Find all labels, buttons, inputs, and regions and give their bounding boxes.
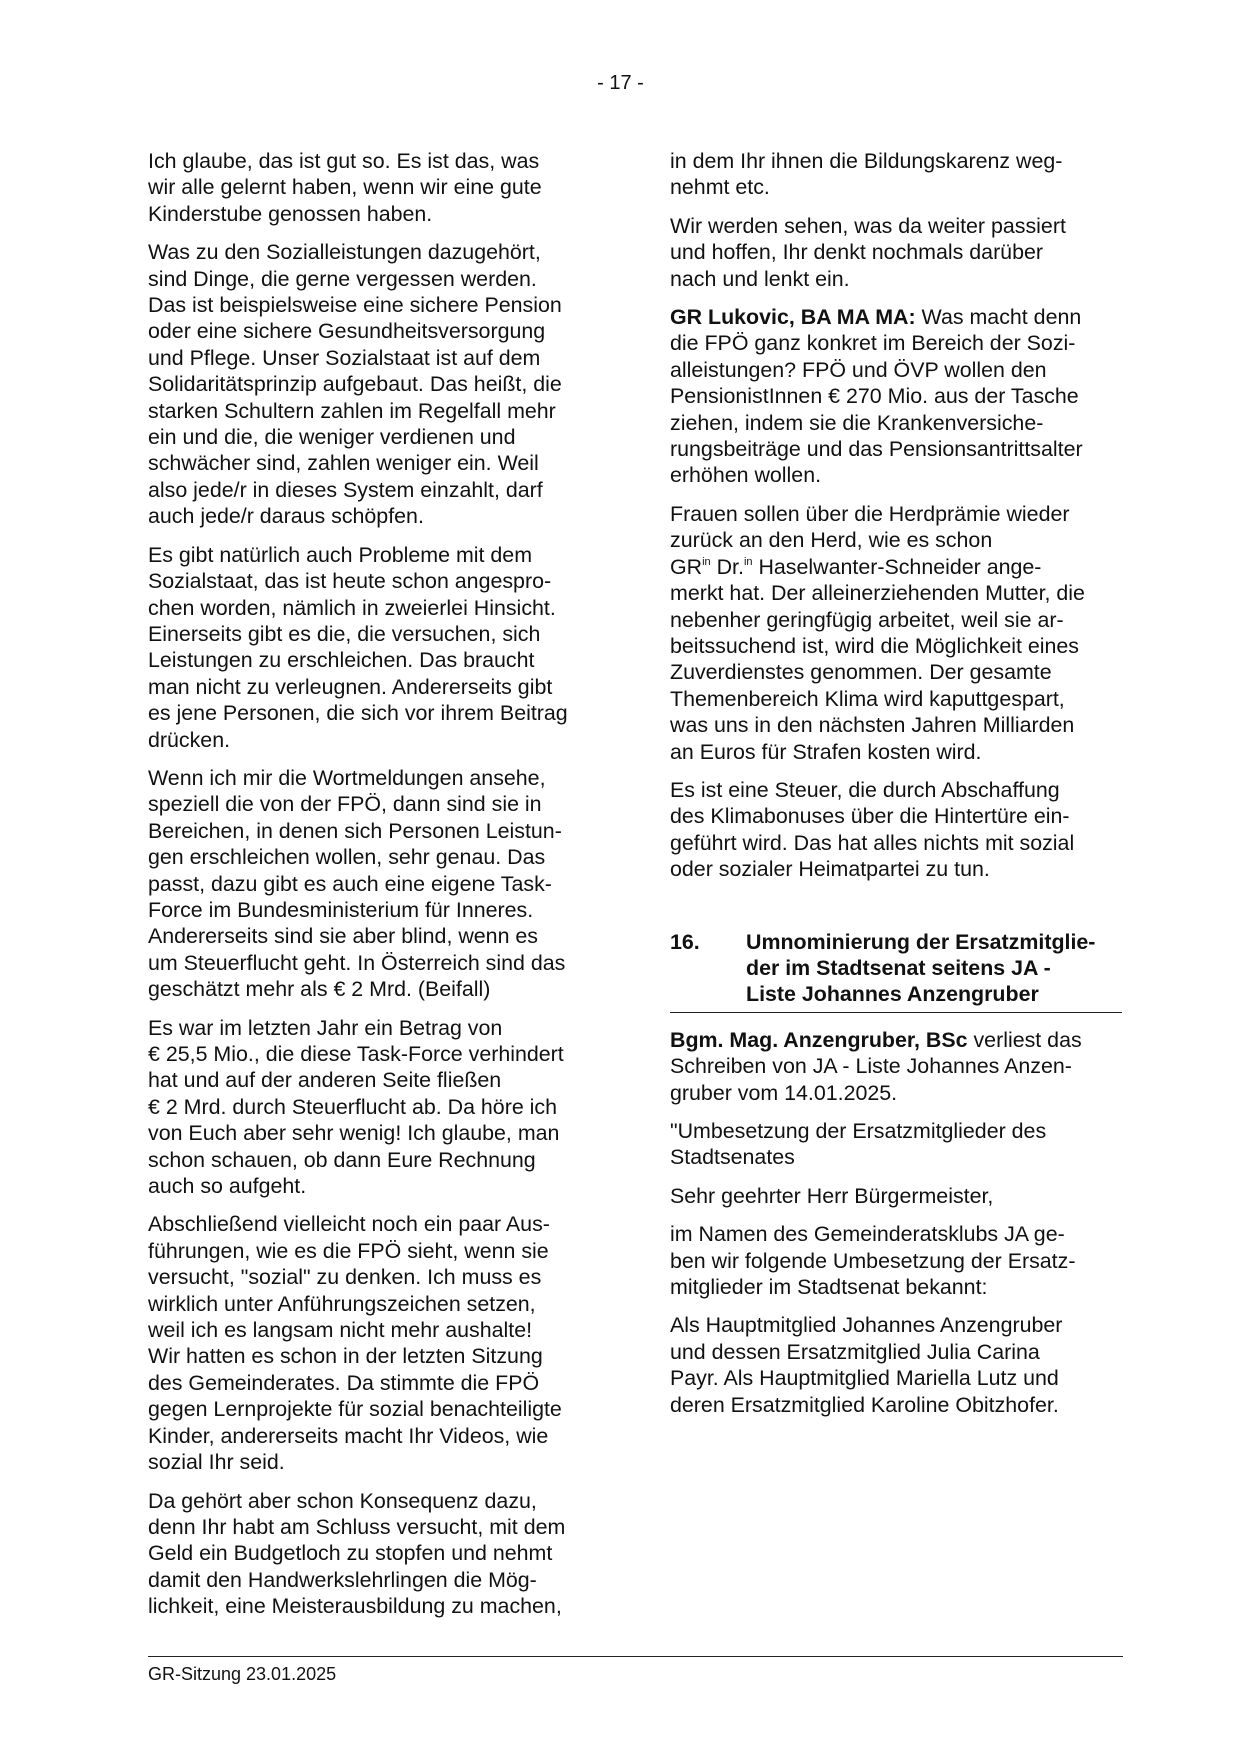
paragraph — [670, 1312, 1122, 1418]
text-line: also jede/r in dieses System einzahlt, darf — [148, 477, 543, 502]
text-line: Wir hatten es schon in der letzten Sitzung — [148, 1344, 543, 1369]
text-line: an Euros für Strafen kosten wird. — [670, 739, 982, 764]
section-heading — [670, 929, 1122, 1013]
quote-paragraph — [670, 1118, 1122, 1171]
text-line: des Gemeinderates. Da stimmte die FPÖ — [148, 1370, 540, 1395]
text-line: Sozialstaat, das ist heute schon angespro- — [148, 569, 552, 594]
text-line: von Euch aber sehr wenig! Ich glaube, man — [148, 1121, 560, 1146]
page-number: - 17 - — [597, 72, 644, 94]
section-title — [746, 929, 1122, 1008]
text-line: Wir werden sehen, was da weiter passiert — [670, 213, 1066, 238]
paragraph — [670, 1221, 1122, 1300]
text-line: Das ist beispielsweise eine sichere Pension — [148, 293, 562, 318]
text-line: chen worden, nämlich in zweierlei Hinsicht. — [148, 595, 556, 620]
speech-paragraph: GR Lukovic, BA MA MA: Was macht denn die FPÖ ganz konkret im Bereich der Sozi- alleistungen? FPÖ und ÖVP wollen den PensionistInnen € 270 Mio. aus der Tasche ziehen, indem sie die Krankenversiche- rungsbeiträge und das Pensionsantrittsalter erhöhen wollen. — [670, 304, 1122, 489]
text-line: Force im Bundesministerium für Inneres. — [148, 897, 534, 922]
text-line: PensionistInnen € 270 Mio. aus der Tasche — [670, 384, 1079, 409]
text-line: Kinderstube genossen haben. — [148, 201, 433, 226]
text-line: versucht, "sozial" zu denken. Ich muss es — [148, 1265, 542, 1290]
text-line: Was zu den Sozialleistungen dazugehört, — [148, 240, 541, 265]
text-line: rungsbeiträge und das Pensionsantrittsalter — [670, 437, 1083, 462]
text-line: oder eine sichere Gesundheitsversorgung — [148, 319, 546, 344]
text-line: Zuverdienstes genommen. Der gesamte — [670, 660, 1052, 685]
text-line: um Steuerflucht geht. In Österreich sind das — [148, 950, 566, 975]
text-line: nach und lenkt ein. — [670, 266, 850, 291]
paragraph — [148, 1211, 606, 1475]
text-line: Leistungen zu erschleichen. Das braucht — [148, 648, 535, 673]
text-line: damit den Handwerkslehrlingen die Mög- — [148, 1567, 537, 1592]
right-column — [670, 148, 1122, 1430]
speaker-name: Bgm. Mag. Anzengruber, BSc — [670, 1027, 968, 1052]
text-line: Wenn ich mir die Wortmeldungen ansehe, — [148, 765, 546, 790]
text-line: im Namen des Gemeinderatsklubs JA ge- — [670, 1222, 1065, 1247]
text-line: ein und die, die weniger verdienen und — [148, 425, 516, 450]
text-line: Bereichen, in denen sich Personen Leistun- — [148, 818, 562, 843]
paragraph — [148, 765, 606, 1003]
text-line: schwächer sind, zahlen weniger ein. Weil — [148, 451, 539, 476]
text-line: Es war im letzten Jahr ein Betrag von — [148, 1015, 503, 1040]
text-line: denn Ihr habt am Schluss versucht, mit dem — [148, 1514, 566, 1539]
text-line: € 25,5 Mio., die diese Task-Force verhindert — [148, 1042, 564, 1066]
text-line: hat und auf der anderen Seite fließen — [148, 1068, 502, 1093]
paragraph: Frauen sollen über die Herdprämie wieder zurück an den Herd, wie es schon $GR^{in}$ Dr.$^{in}$ Haselwanter-Schneider ange- merkt hat. Der alleinerziehenden Mutter, die nebenher geringfügig arbeitet, weil sie ar- beitssuchend ist, wird die Möglichkeit eines Zuverdienstes genommen. Der gesamte Themenbereich Klima wird kaputtgespart, was uns in den nächsten Jahren Milliarden an Euros für Strafen kosten wird. — [670, 501, 1122, 765]
text-line: Andererseits sind sie aber blind, wenn es — [148, 924, 539, 949]
text-line: alleistungen? FPÖ und ÖVP wollen den — [670, 357, 1047, 382]
text-line: Schreiben von JA - Liste Johannes Anzen- — [670, 1054, 1072, 1079]
text-line: Abschließend vielleicht noch ein paar Aus- — [148, 1212, 550, 1237]
left-column — [148, 148, 606, 1632]
text-line: gruber vom 14.01.2025. — [670, 1080, 898, 1105]
text-line: Geld ein Budgetloch zu stopfen und nehmt — [148, 1541, 553, 1566]
speaker-name: GR Lukovic, BA MA MA: — [670, 305, 916, 330]
text-line: und Pflege. Unser Sozialstaat ist auf dem — [148, 345, 541, 370]
text-line: gen erschleichen wollen, sehr genau. Das — [148, 845, 546, 870]
text-line: Stadtsenates — [670, 1145, 795, 1170]
text-line: drücken. — [148, 727, 231, 752]
text-line: ben wir folgende Umbesetzung der Ersatz- — [670, 1248, 1076, 1273]
text-line: Sehr geehrter Herr Bürgermeister, — [670, 1183, 994, 1208]
text-line: Einerseits gibt es die, die versuchen, sich — [148, 621, 541, 646]
paragraph — [670, 148, 1122, 201]
text-line: deren Ersatzmitglied Karoline Obitzhofer. — [670, 1392, 1059, 1417]
text-line: Themenbereich Klima wird kaputtgespart, — [670, 686, 1065, 711]
footer-text: GR-Sitzung 23.01.2025 — [148, 1664, 337, 1684]
text-line: lichkeit, eine Meisterausbildung zu machen, — [148, 1594, 562, 1619]
text-line: was uns in den nächsten Jahren Milliarden — [670, 713, 1075, 738]
text-line: der im Stadtsenat seitens JA - — [746, 955, 1051, 980]
text-line: Es ist eine Steuer, die durch Abschaffung — [670, 777, 1060, 802]
footer-divider — [148, 1656, 1123, 1657]
text-line: auch so aufgeht. — [148, 1174, 307, 1199]
paragraph — [148, 239, 606, 529]
text-line: Ich glaube, das ist gut so. Es ist das, was — [148, 149, 540, 173]
speech-paragraph: Bgm. Mag. Anzengruber, BSc verliest das Schreiben von JA - Liste Johannes Anzen- gruber vom 14.01.2025. — [670, 1027, 1122, 1106]
text-line: sozial Ihr seid. — [148, 1450, 285, 1475]
text-line: "Umbesetzung der Ersatzmitglieder des — [670, 1119, 1047, 1143]
paragraph — [670, 777, 1122, 883]
text-line: die FPÖ ganz konkret im Bereich der Sozi- — [670, 331, 1076, 356]
text-line: sind Dinge, die gerne vergessen werden. — [148, 266, 537, 291]
text-line: wir alle gelernt haben, wenn wir eine gute — [148, 175, 542, 200]
text-line: ziehen, indem sie die Krankenversiche- — [670, 410, 1044, 435]
text-line: des Klimabonuses über die Hintertüre ein- — [670, 804, 1070, 829]
paragraph — [148, 1488, 606, 1620]
text-line: Solidaritätsprinzip aufgebaut. Das heißt, die — [148, 372, 562, 397]
text-line: beitssuchend ist, wird die Möglichkeit eines — [670, 633, 1080, 658]
text-line: in dem Ihr ihnen die Bildungskarenz weg- — [670, 149, 1063, 173]
text-line: auch jede/r daraus schöpfen. — [148, 504, 424, 529]
paragraph — [670, 1183, 1122, 1209]
text-line: Kinder, andererseits macht Ihr Videos, wie — [148, 1423, 549, 1448]
section-number: 16. — [670, 929, 700, 954]
text-line: € 2 Mrd. durch Steuerflucht ab. Da höre ich — [148, 1094, 558, 1119]
text-line: gegen Lernprojekte für sozial benachteiligte — [148, 1397, 562, 1422]
text-line: und dessen Ersatzmitglied Julia Carina — [670, 1339, 1040, 1364]
paragraph — [148, 542, 606, 753]
text-line: Es gibt natürlich auch Probleme mit dem — [148, 542, 533, 567]
text-line: nehmt etc. — [670, 175, 770, 200]
text-line: Als Hauptmitglied Johannes Anzengruber — [670, 1313, 1063, 1338]
text-line: erhöhen wollen. — [670, 463, 822, 488]
text-line: Da gehört aber schon Konsequenz dazu, — [148, 1488, 537, 1513]
paragraph — [148, 1015, 606, 1200]
text-line: mitglieder im Stadtsenat bekannt: — [670, 1275, 988, 1300]
text-line: man nicht zu verleugnen. Andererseits gibt — [148, 674, 553, 699]
text-line: Umnominierung der Ersatzmitglie- — [746, 929, 1096, 954]
text-line: geführt wird. Das hat alles nichts mit sozial — [670, 830, 1075, 855]
text-line: es jene Personen, die sich vor ihrem Beitrag — [148, 701, 568, 726]
text-line: führungen, wie es die FPÖ sieht, wenn sie — [148, 1238, 549, 1263]
text-line: und hoffen, Ihr denkt nochmals darüber — [670, 240, 1043, 265]
text-line: merkt hat. Der alleinerziehenden Mutter, die — [670, 581, 1085, 606]
text-line: Liste Johannes Anzengruber — [746, 982, 1039, 1007]
text-line: weil ich es langsam nicht mehr aushalte! — [148, 1318, 533, 1343]
paragraph — [148, 148, 606, 227]
paragraph — [670, 213, 1122, 292]
text-line: wirklich unter Anführungszeichen setzen, — [148, 1291, 536, 1316]
text-line: Payr. Als Hauptmitglied Mariella Lutz und — [670, 1366, 1059, 1391]
text-line: starken Schultern zahlen im Regelfall mehr — [148, 398, 556, 423]
text-line: nebenher geringfügig arbeitet, weil sie ar- — [670, 607, 1064, 632]
text-line: schon schauen, ob dann Eure Rechnung — [148, 1147, 536, 1172]
text-line: geschätzt mehr als € 2 Mrd. (Beifall) — [148, 977, 491, 1002]
text-line: speziell die von der FPÖ, dann sind sie in — [148, 792, 542, 817]
text-line: passt, dazu gibt es auch eine eigene Task- — [148, 871, 552, 896]
text-line: oder sozialer Heimatpartei zu tun. — [670, 857, 990, 882]
